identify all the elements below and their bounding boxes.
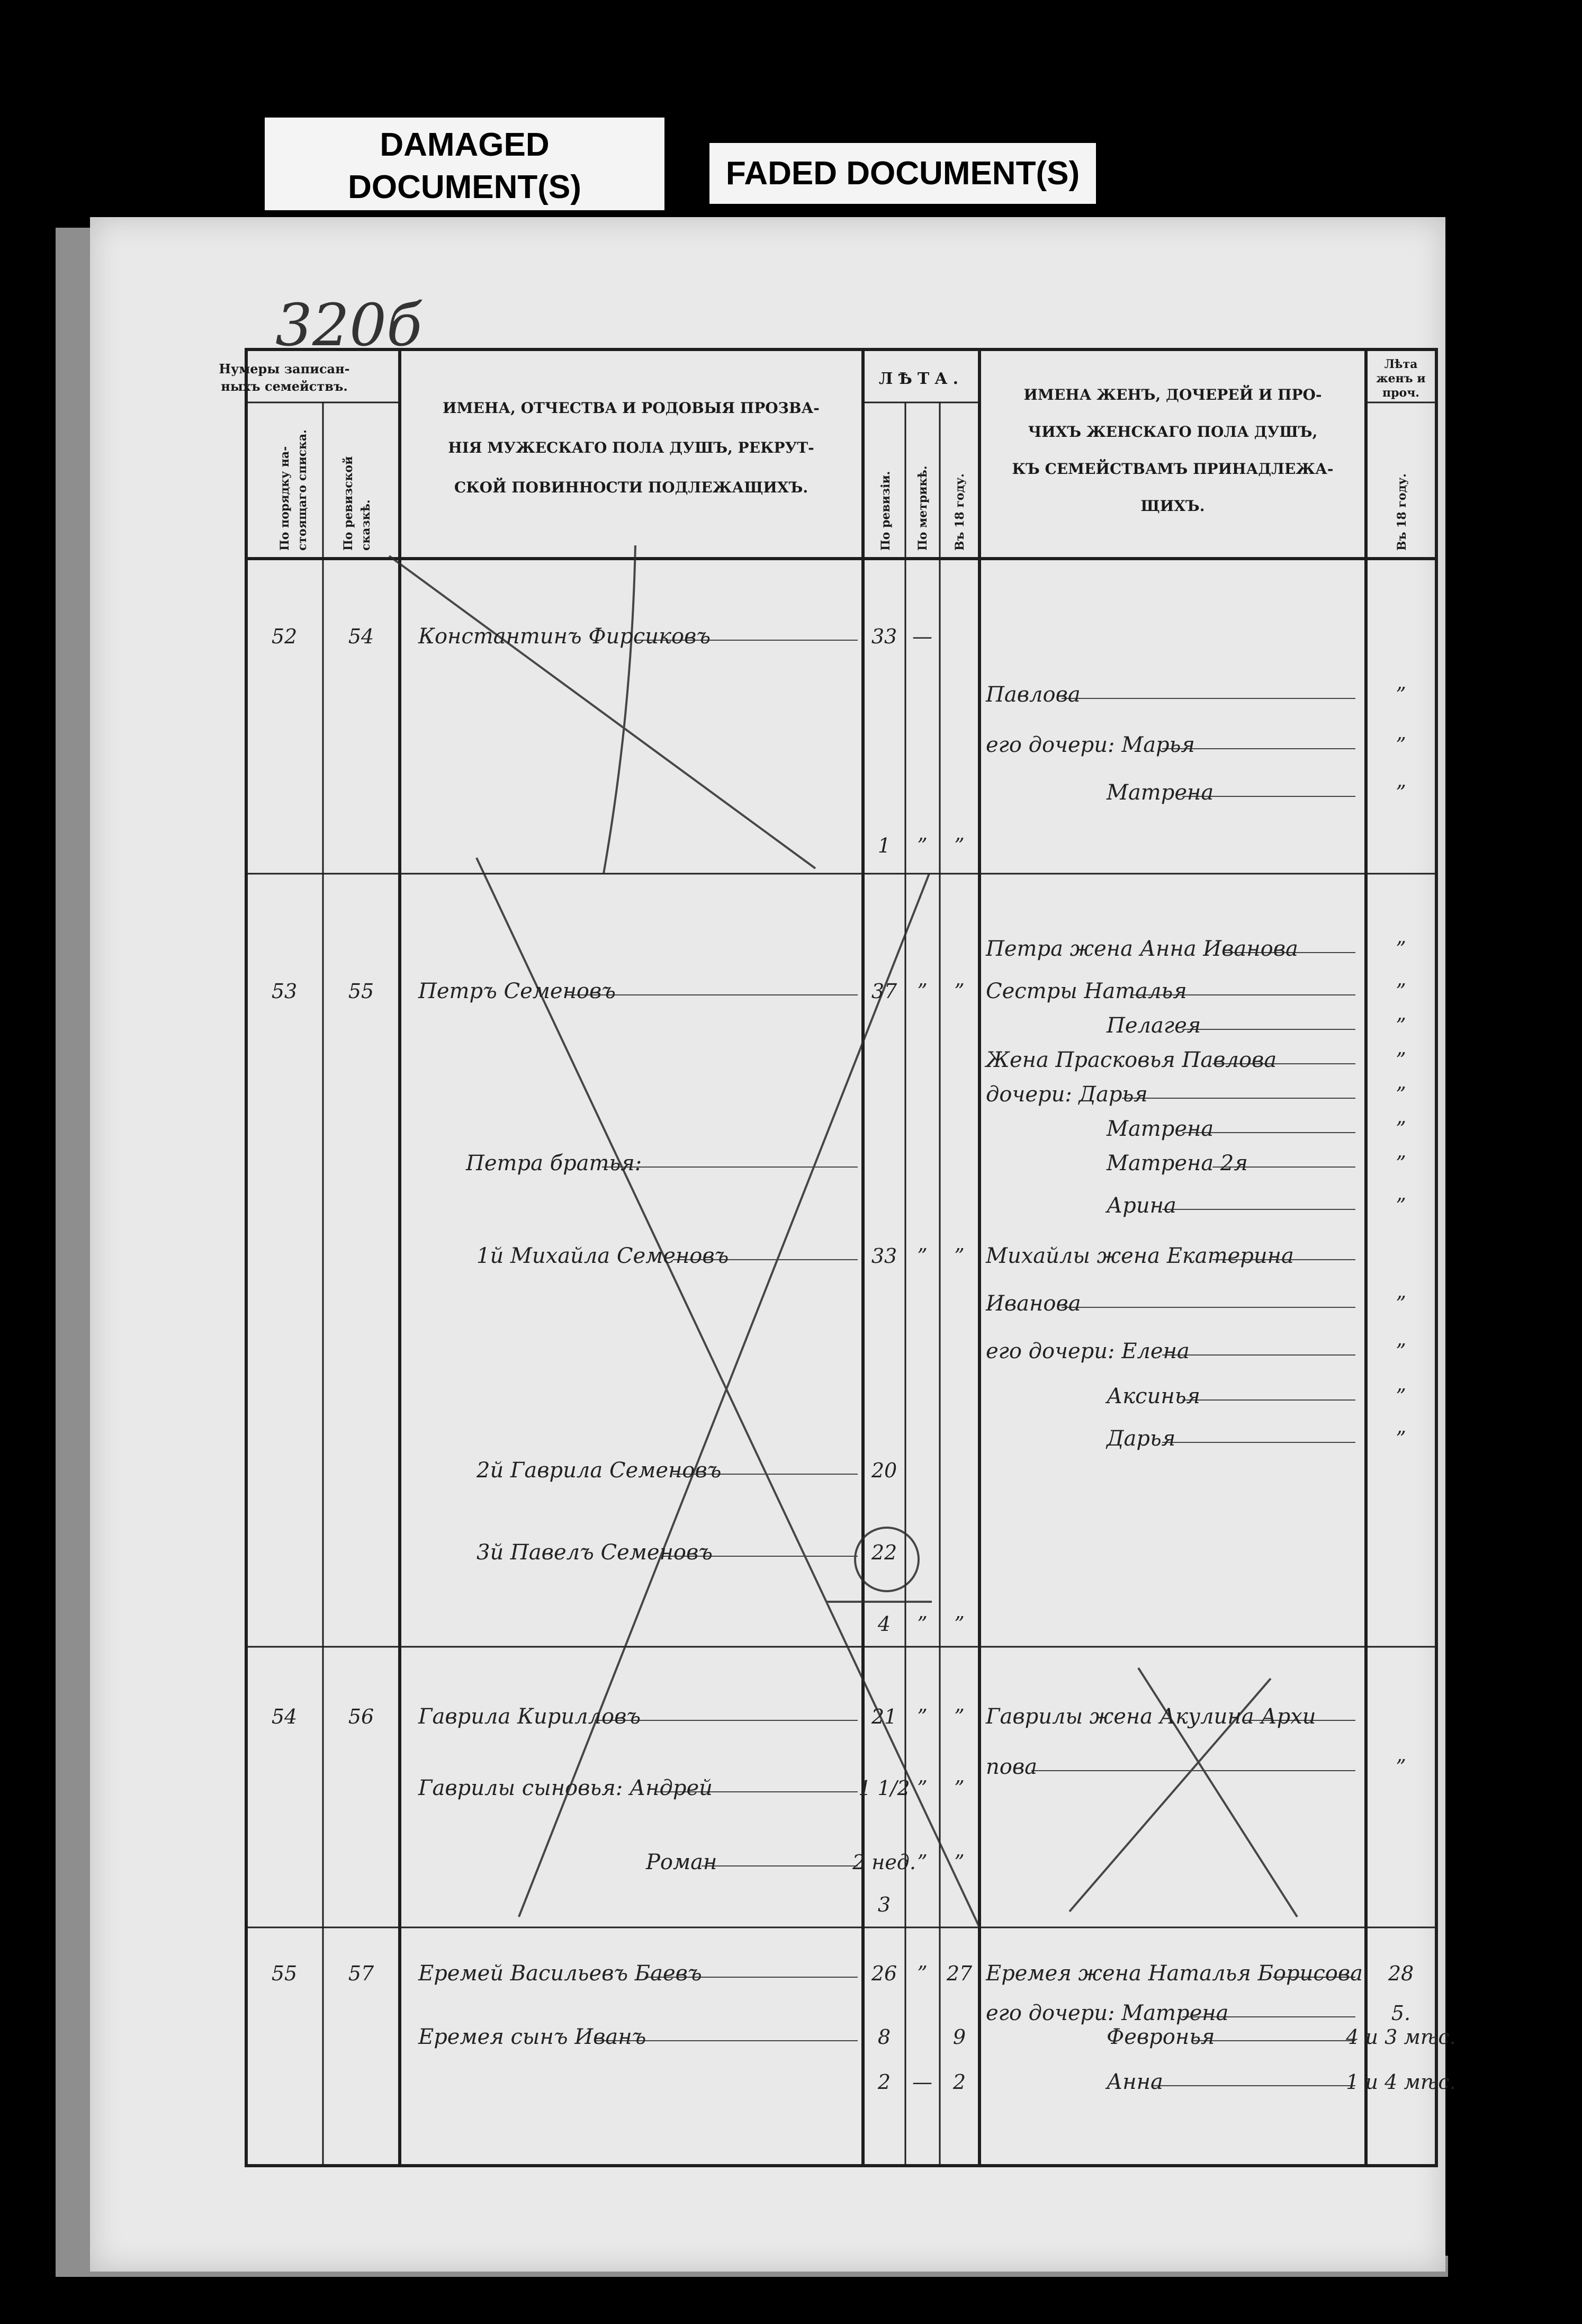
row-27-female: его дочери: Матрена [986,2001,1229,2025]
row-15-female: его дочери: Елена [986,1339,1190,1363]
header-col-current-list-2: стоящаго списка. [295,429,309,551]
row-19-male: 3й Павелъ Семеновъ [477,1540,713,1565]
row-7-fy: ” [1396,1014,1406,1037]
row-11-fy: ” [1396,1152,1406,1175]
row-17-female: Дарья [1107,1426,1176,1451]
header-female-names-1: ИМЕНА ЖЕНЪ, ДОЧЕРЕЙ И ПРО- [1023,386,1322,403]
row-20-rev: 4 [877,1612,891,1636]
row-3-female: Матрена [1107,780,1214,805]
row-26-e18: 27 [946,1962,973,1985]
row-20-e18: ” [954,1612,965,1636]
row-14-female: Иванова [986,1291,1081,1316]
row-6-n2: 55 [348,980,374,1003]
row-0-met: — [912,625,932,648]
header-col-revision-tale-2: сказкѣ. [359,499,373,551]
row-21-e18: ” [954,1705,965,1728]
row-4-e18: ” [954,834,965,857]
row-22-female: пова [986,1755,1037,1779]
row-28-fy: 4 и 3 мѣс. [1346,2025,1456,2049]
header-male-names-2: НІЯ МУЖЕСКАГО ПОЛА ДУШЪ, РЕКРУТ- [448,439,814,456]
header-male-names-3: СКОЙ ПОВИННОСТИ ПОДЛЕЖАЩИХЪ. [454,479,808,496]
row-25-rev: 3 [877,1893,891,1916]
header-female-names-3: КЪ СЕМЕЙСТВАМЪ ПРИНАДЛЕЖА- [1012,460,1334,478]
row-24-e18: ” [954,1851,965,1874]
row-6-rev: 37 [871,980,897,1003]
row-5-fy: ” [1396,937,1406,961]
row-10-female: Матрена [1107,1117,1214,1141]
row-20-met: ” [917,1612,928,1636]
header-col-by-revision: По ревизіи. [879,471,893,551]
row-24-male: Роман [646,1850,717,1874]
header-col-current-list-1: По порядку на- [278,446,292,551]
row-18-male: 2й Гаврила Семеновъ [477,1458,722,1483]
row-6-female: Сестры Наталья [986,979,1187,1003]
row-9-fy: ” [1396,1083,1406,1106]
row-22-fy: ” [1396,1755,1406,1779]
row-17-fy: ” [1396,1427,1406,1450]
header-female-names-2: ЧИХЪ ЖЕНСКАГО ПОЛА ДУШЪ, [1028,423,1318,441]
row-29-fy: 1 и 4 мѣс. [1346,2070,1456,2094]
row-21-female: Гаврилы жена Акулина Архи [986,1704,1316,1729]
header-family-numbers-1: Нумеры записан- [219,361,350,376]
row-23-male: Гаврилы сыновья: Андрей [418,1776,713,1800]
row-28-rev: 8 [877,2025,891,2049]
row-6-male: Петръ Семеновъ [418,979,616,1003]
row-13-male: 1й Михайла Семеновъ [477,1244,729,1268]
row-28-male: Еремея сынъ Иванъ [418,2025,646,2049]
damaged-document-label: DAMAGED DOCUMENT(S) [265,118,664,210]
header-female-years-1: Лѣта [1384,357,1418,371]
row-13-rev: 33 [871,1244,897,1268]
row-26-rev: 26 [871,1962,897,1985]
row-1-fy: ” [1396,683,1406,706]
row-26-male: Еремей Васильевъ Баевъ [418,1961,702,1986]
row-28-e18: 9 [952,2025,966,2049]
row-28-female: Февронья [1107,2025,1215,2049]
row-4-met: ” [917,834,928,857]
row-7-female: Пелагея [1107,1013,1201,1038]
row-24-met: ” [917,1851,928,1874]
row-2-fy: ” [1396,733,1406,757]
row-0-n1: 52 [271,625,298,648]
row-21-rev: 21 [871,1705,897,1728]
row-8-female: Жена Прасковья Павлова [986,1048,1277,1072]
row-12-fy: ” [1396,1194,1406,1217]
row-13-met: ” [917,1244,928,1268]
row-12-female: Арина [1107,1194,1176,1218]
row-0-male: Константинъ Фирсиковъ [418,624,711,649]
folio-number: 320б [275,291,423,359]
row-29-e18: 2 [952,2070,966,2094]
row-21-met: ” [917,1705,928,1728]
row-6-n1: 53 [271,980,298,1003]
row-26-n2: 57 [348,1962,374,1985]
crossout-line [389,556,815,868]
row-24-rev: 2 нед. [852,1851,916,1874]
row-2-female: его дочери: Марья [986,733,1195,757]
header-female-names-4: ЩИХЪ. [1140,497,1205,515]
crossout-line [519,874,929,1917]
row-10-fy: ” [1396,1117,1406,1141]
row-4-rev: 1 [877,834,891,857]
row-19-rev: 22 [871,1541,897,1564]
row-21-male: Гаврила Кирилловъ [418,1704,641,1729]
row-18-rev: 20 [871,1459,897,1482]
row-26-met: ” [917,1962,928,1985]
row-23-e18: ” [954,1776,965,1800]
row-26-female: Еремея жена Наталья Борисова [986,1961,1363,1986]
row-27-fy: 5. [1391,2002,1411,2025]
header-family-numbers-2: ныхъ семействъ. [221,379,348,394]
row-15-fy: ” [1396,1340,1406,1363]
row-13-female: Михайлы жена Екатерина [986,1244,1294,1268]
row-3-fy: ” [1396,781,1406,804]
row-1-female: Павлова [986,683,1081,707]
header-col-in-18-year: Въ 18 году. [953,473,967,551]
row-29-female: Анна [1107,2070,1163,2094]
row-6-fy: ” [1396,980,1406,1003]
header-years: ЛѢТА. [878,370,964,388]
row-6-met: ” [917,980,928,1003]
row-23-rev: 1 1/2 [858,1776,910,1800]
header-female-in-18: Въ 18 году. [1395,473,1409,551]
row-21-n1: 54 [271,1705,298,1728]
row-8-fy: ” [1396,1048,1406,1072]
row-23-met: ” [917,1776,928,1800]
row-6-e18: ” [954,980,965,1003]
row-0-n2: 54 [348,625,374,648]
row-29-rev: 2 [877,2070,891,2094]
row-11-female: Матрена 2я [1107,1151,1248,1176]
header-female-years-3: проч. [1382,386,1419,400]
row-9-female: дочери: Дарья [986,1082,1148,1107]
header-female-years-2: женъ и [1376,372,1426,385]
row-16-female: Аксинья [1107,1384,1200,1408]
row-11-male: Петра братья: [466,1151,642,1176]
row-21-n2: 56 [348,1705,374,1728]
row-26-n1: 55 [271,1962,298,1985]
faded-document-label: FADED DOCUMENT(S) [709,143,1096,204]
row-29-met: — [912,2070,932,2094]
row-26-fy: 28 [1388,1962,1414,1985]
crossout-line [477,858,979,1927]
row-13-e18: ” [954,1244,965,1268]
row-0-rev: 33 [871,625,897,648]
header-col-by-metric: По метрикѣ. [916,465,930,551]
header-male-names-1: ИМЕНА, ОТЧЕСТВА И РОДОВЫЯ ПРОЗВА- [443,399,820,417]
row-16-fy: ” [1396,1385,1406,1408]
header-col-revision-tale-1: По ревизской [341,456,355,551]
row-5-female: Петра жена Анна Иванова [986,937,1298,961]
row-14-fy: ” [1396,1292,1406,1315]
crossout-line [604,545,635,874]
